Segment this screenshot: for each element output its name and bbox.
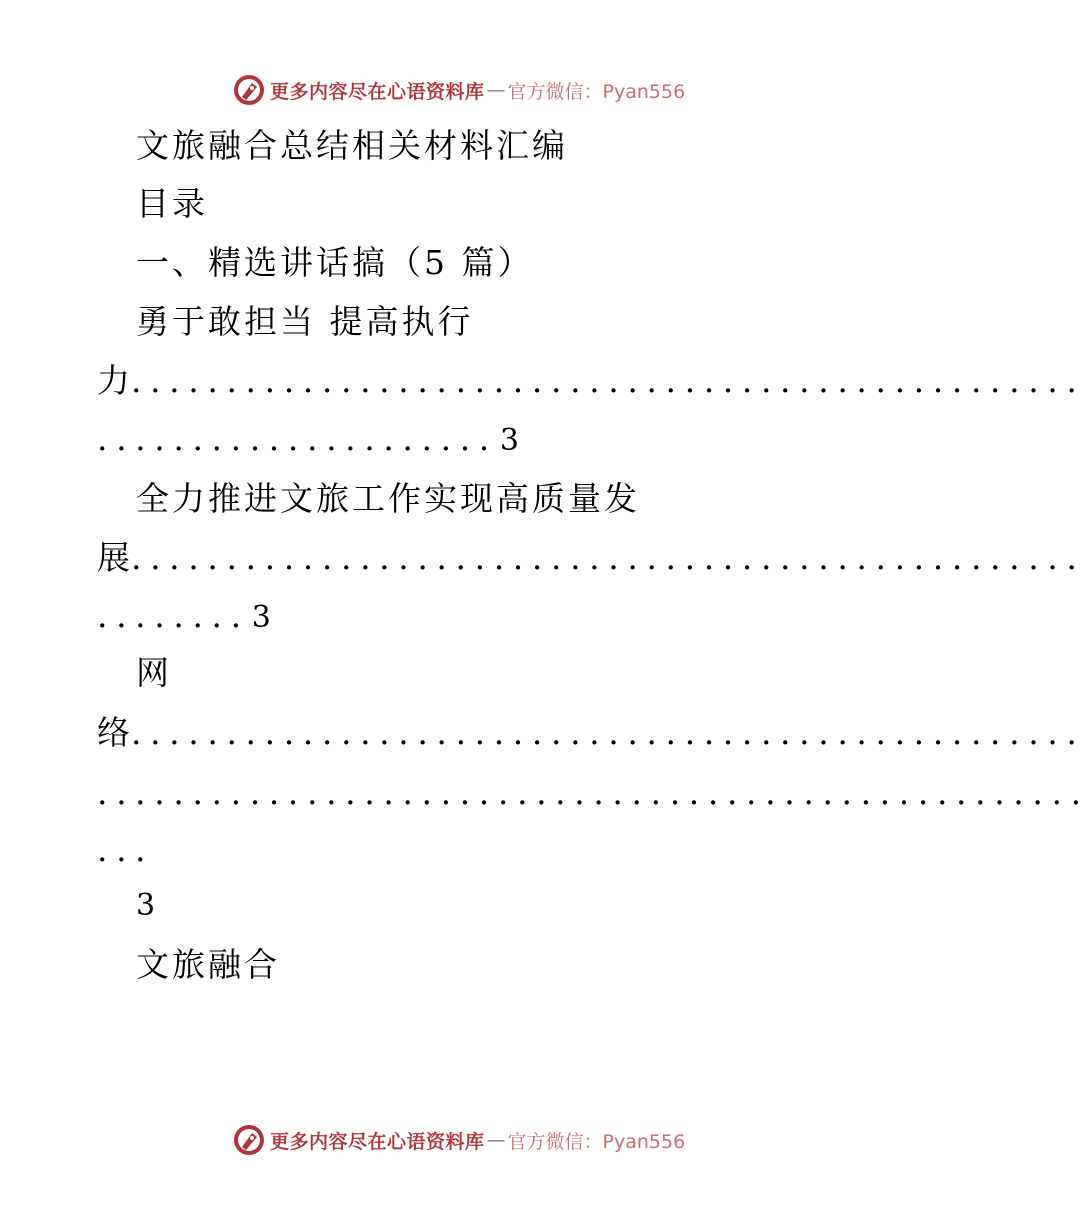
watermark-wechat-text: 官方微信：Pyan556 <box>507 1130 686 1153</box>
toc-leader-dots: .................................................. <box>131 713 1086 752</box>
toc-leader-dots: .................................................. <box>131 538 1086 577</box>
watermark-separator: — <box>486 79 506 101</box>
contents-heading: 目录 <box>136 184 208 223</box>
watermark-lead-text: 更多内容尽在心语资料库 <box>270 1130 485 1153</box>
toc-entry-3-title-end: 络 <box>97 713 133 752</box>
toc-entry-1-title-end: 力 <box>97 361 133 400</box>
toc-entry-1-page-line: .....................3 <box>97 419 519 458</box>
document-title: 文旅融合总结相关材料汇编 <box>136 126 568 165</box>
toc-entry-1-title: 勇于敢担当 提高执行 <box>136 302 474 341</box>
watermark-lead-text: 更多内容尽在心语资料库 <box>270 80 485 103</box>
section-heading: 一、精选讲话搞（5 篇） <box>136 243 534 282</box>
pen-nib-logo-icon <box>232 73 266 107</box>
toc-leader-dots: .................................................. <box>131 361 1086 400</box>
toc-entry-2-page: 3 <box>251 600 271 635</box>
watermark-separator: — <box>486 1129 506 1151</box>
toc-leader-dots: ... <box>97 830 155 869</box>
pen-nib-logo-icon <box>232 1123 266 1157</box>
toc-entry-1-page: 3 <box>499 423 519 458</box>
header-watermark <box>232 70 712 110</box>
toc-entry-3-page: 3 <box>136 888 159 923</box>
toc-entry-4-title: 文旅融合 <box>136 945 280 984</box>
watermark-wechat-text: 官方微信：Pyan556 <box>507 80 686 103</box>
toc-entry-2-title: 全力推进文旅工作实现高质量发 <box>136 479 640 518</box>
footer-watermark <box>232 1120 712 1160</box>
toc-entry-3-title: 网 <box>136 653 172 692</box>
toc-entry-2-page-line: ........3 <box>97 596 271 635</box>
toc-leader-dots: .................................................... <box>97 773 1090 812</box>
toc-entry-2-title-end: 展 <box>97 538 133 577</box>
